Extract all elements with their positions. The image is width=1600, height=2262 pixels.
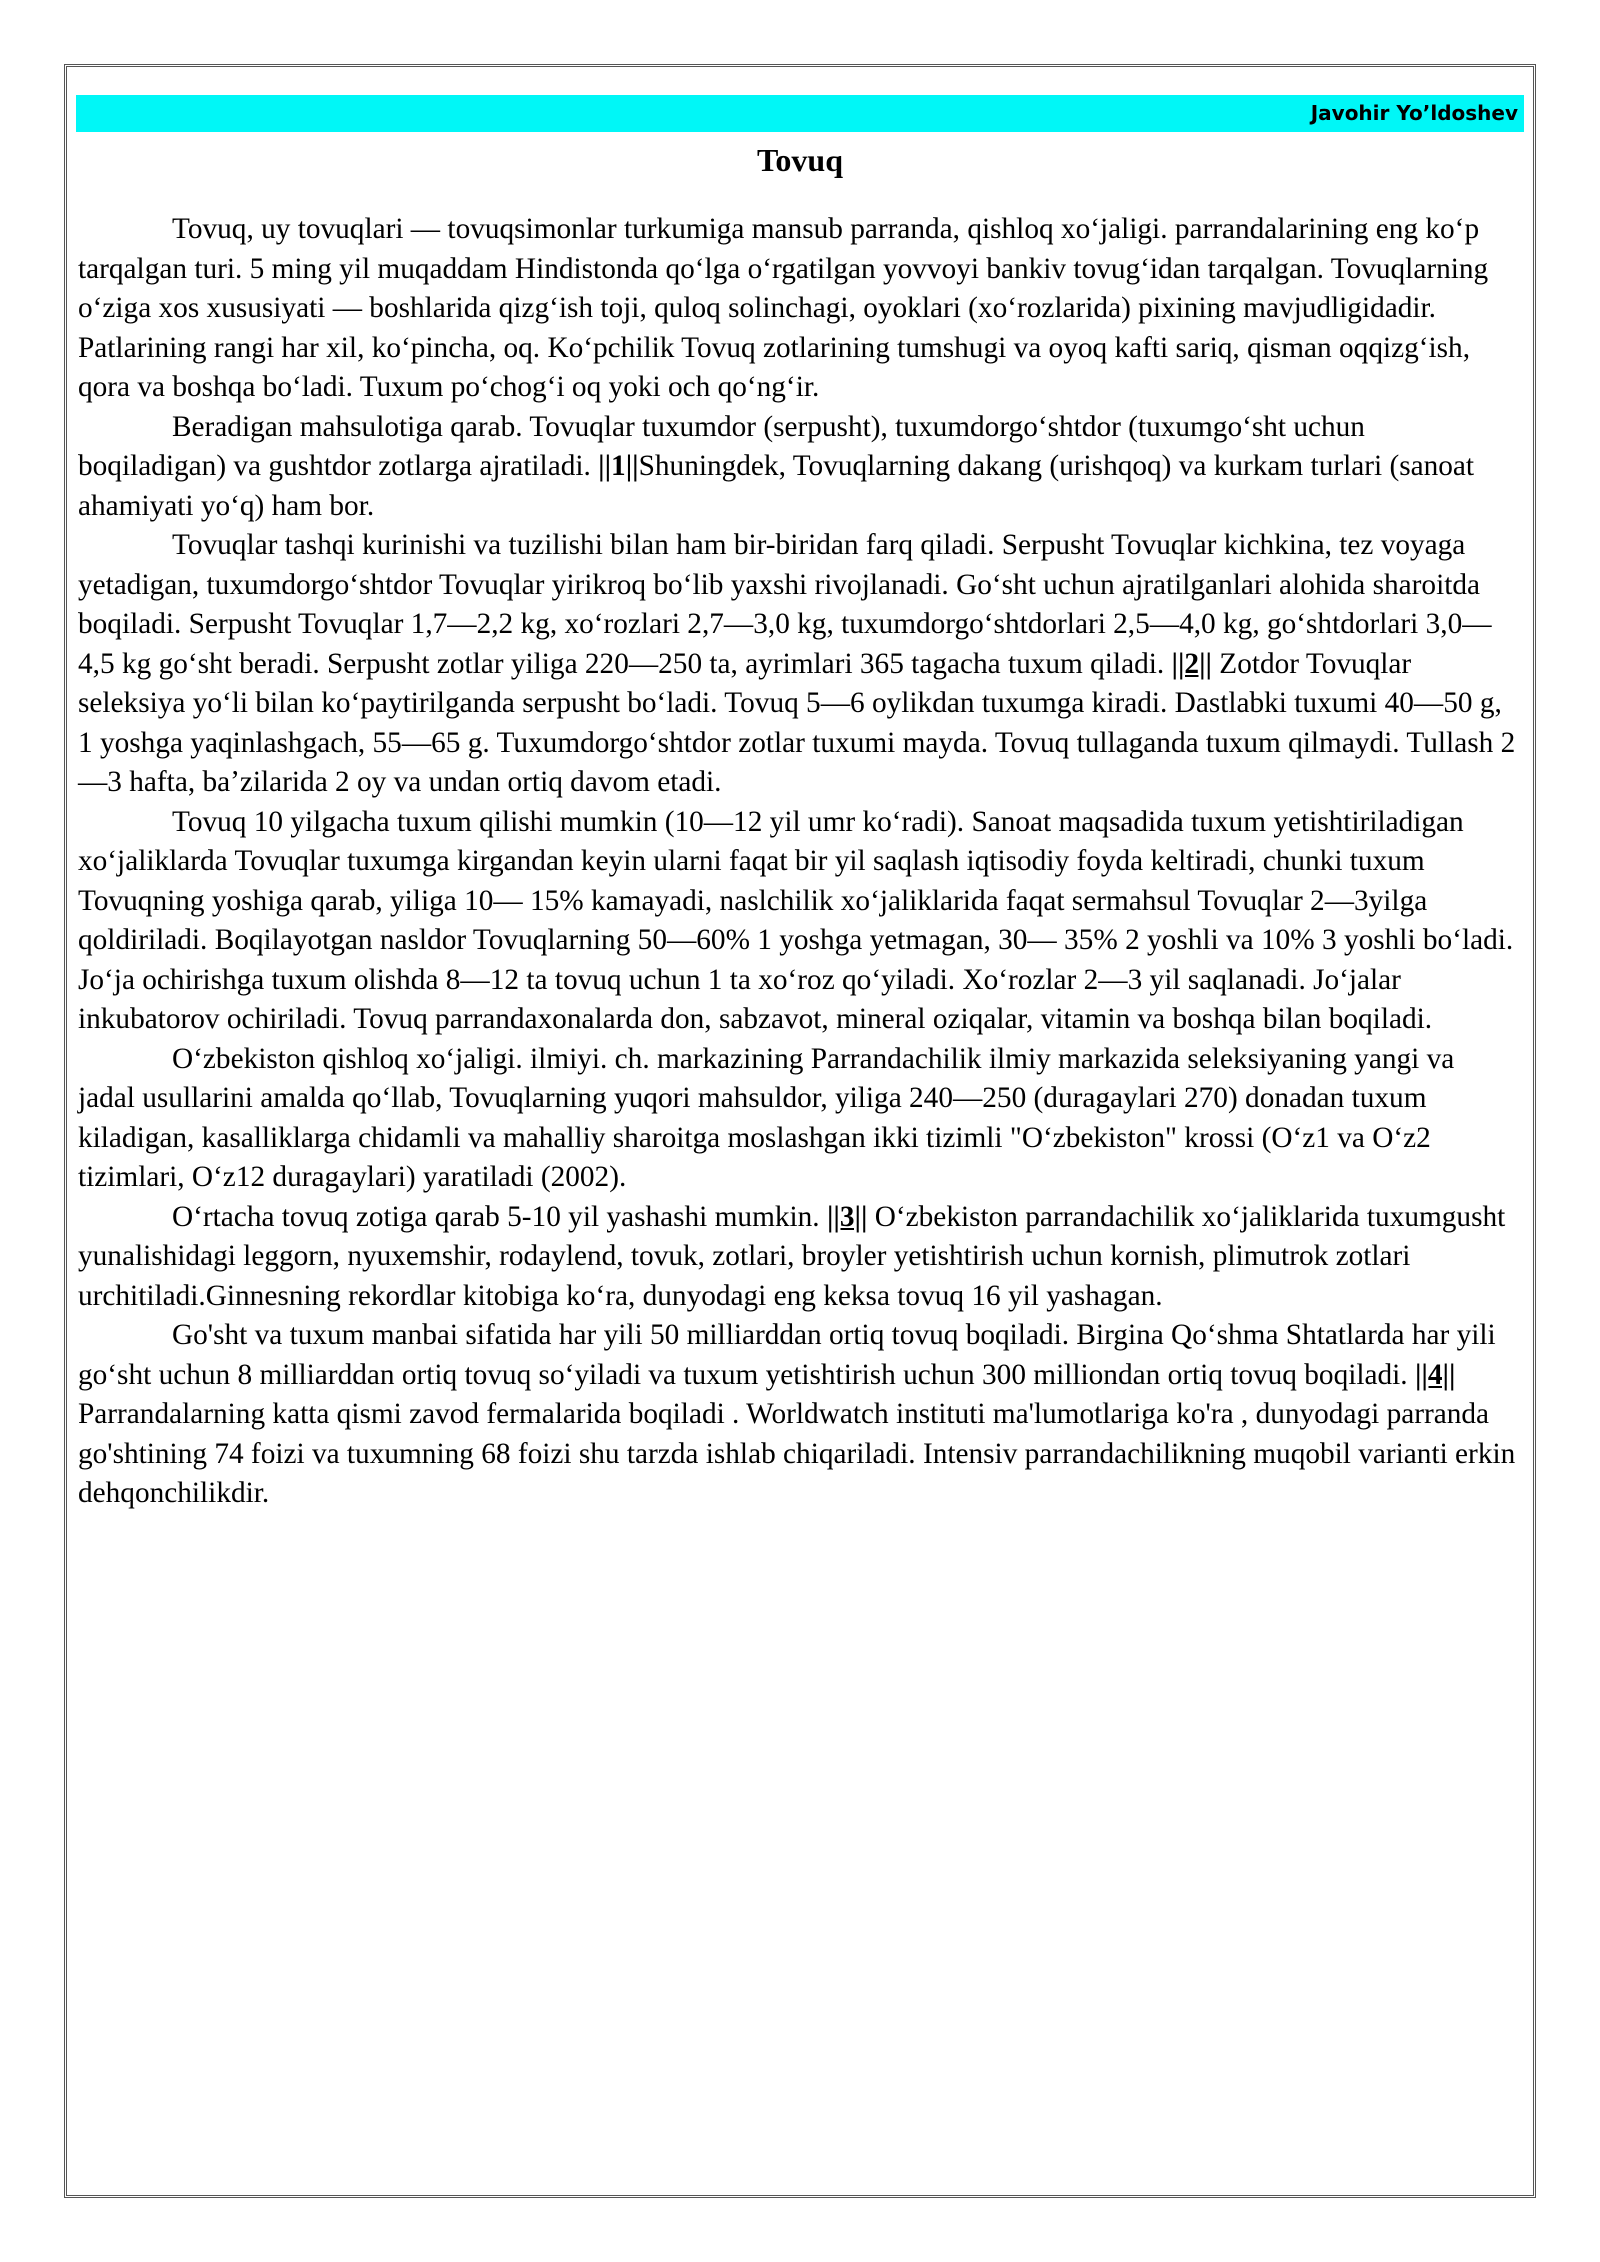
paragraph-text: Beradigan mahsulotiga qarab. Tovuqlar tuxumdor (serpusht), tuxumdorgoʻshtdor (tuxumgoʻsht uchun boqiladigan) va gushtdor zotlarga ajratiladi.: [78, 410, 1365, 482]
paragraph: [78, 408, 1518, 527]
paragraph-text: Oʻrtacha tovuq zotiga qarab 5-10 yil yashashi mumkin.: [172, 1200, 827, 1233]
paragraph-text: Oʻzbekiston qishloq xoʻjaligi. ilmiyi. ch. markazining Parrandachilik ilmiy markazida seleksiyaning yangi va jadal usullarini amalda qoʻllab, Tovuqlarning yuqori mahsuldor, yiliga 240—250 (duragaylari 270) donadan tuxum kiladigan, kasalliklarga chidamli va mahalliy sharoitga moslashgan ikki tizimli "Oʻzbekiston" krossi (Oʻz1 va Oʻz2 tizimlari, Oʻz12 duragaylari) yaratiladi (2002).: [78, 1042, 1455, 1193]
article-body: [78, 210, 1518, 1514]
paragraph: [78, 1316, 1518, 1514]
paragraph-text: Tovuqlar tashqi kurinishi va tuzilishi bilan ham bir-biridan farq qiladi. Serpusht Tovuqlar kichkina, tez voyaga yetadigan, tuxumdorgoʻshtdor Tovuqlar yirikroq boʻlib yaxshi rivojlanadi. Goʻsht uchun ajratilganlari alohida sharoitda boqiladi. Serpusht Tovuqlar 1,7—2,2 kg, xoʻrozlari 2,7—3,0 kg, tuxumdorgoʻshtdorlari 2,5—4,0 kg, goʻshtdorlari 3,0—4,5 kg goʻsht beradi. Serpusht zotlar yiliga 220—250 ta, ayrimlari 365 tagacha tuxum qiladi.: [78, 529, 1492, 680]
author-name: Javohir Yo’ldoshev: [1310, 101, 1518, 125]
paragraph: [78, 210, 1518, 408]
paragraph-text: Tovuq, uy tovuqlari — tovuqsimonlar turkumiga mansub parranda, qishloq xoʻjaligi. parrandalarining eng koʻp tarqalgan turi. 5 ming yil muqaddam Hindistonda qoʻlga oʻrgatilgan yovvoyi bankiv tovugʻidan tarqalgan. Tovuqlarning oʻziga xos xususiyati — boshlarida qizgʻish toji, quloq solinchagi, oyoklari (xoʻrozlarida) pixining mavjudligidadir. Patlarining rangi har xil, koʻpincha, oq. Koʻpchilik Tovuq zotlarining tumshugi va oyoq kafti sariq, qisman oqqizgʻish, qora va boshqa boʻladi. Tuxum poʻchogʻi oq yoki och qoʻngʻir.: [78, 213, 1489, 403]
reference-link[interactable]: ||1||: [598, 450, 639, 482]
reference-link[interactable]: ||3||: [826, 1200, 868, 1233]
reference-link[interactable]: ||2||: [1171, 647, 1212, 680]
reference-link[interactable]: ||4||: [1414, 1358, 1456, 1391]
header-bar: [76, 95, 1524, 132]
paragraph-text: Zotdor Tovuqlar seleksiya yoʻli bilan koʻpaytirilganda serpusht boʻladi. Tovuq 5—6 oylikdan tuxumga kiradi. Dastlabki tuxumi 40—50 g, 1 yoshga yaqinlashgach, 55—65 g. Tuxumdorgoʻshtdor zotlar tuxumi mayda. Tovuq tullaganda tuxum qilmaydi. Tullash 2—3 hafta, baʼzilarida 2 oy va undan ortiq davom etadi.: [78, 647, 1516, 798]
paragraph-text: Tovuq 10 yilgacha tuxum qilishi mumkin (10—12 yil umr koʻradi). Sanoat maqsadida tuxum yetishtiriladigan xoʻjaliklarda Tovuqlar tuxumga kirgandan keyin ularni faqat bir yil saqlash iqtisodiy foyda keltiradi, chunki tuxum Tovuqning yoshiga qarab, yiliga 10— 15% kamayadi, naslchilik xoʻjaliklarida faqat sermahsul Tovuqlar 2—3yilga qoldiriladi. Boqilayotgan nasldor Tovuqlarning 50—60% 1 yoshga yetmagan, 30— 35% 2 yoshli va 10% 3 yoshli boʻladi. Joʻja ochirishga tuxum olishda 8—12 ta tovuq uchun 1 ta xoʻroz qoʻyiladi. Xoʻrozlar 2—3 yil saqlanadi. Joʻjalar inkubatorov ochiriladi. Tovuq parrandaxonalarda don, sabzavot, mineral oziqalar, vitamin va boshqa bilan boqiladi.: [78, 805, 1514, 1035]
paragraph-text: Shuningdek, Tovuqlarning dakang (urishqoq) va kurkam turlari (sanoat ahamiyati yoʻq) ham bor.: [78, 450, 1475, 522]
paragraph: [78, 526, 1518, 803]
paragraph-text: Parrandalarning katta qismi zavod fermalarida boqiladi . Worldwatch instituti ma'lumotlariga ko'ra , dunyodagi parranda go'shtining 74 foizi va tuxumning 68 foizi shu tarzda ishlab chiqariladi. Intensiv parrandachilikning muqobil varianti erkin dehqonchilikdir.: [78, 1398, 1516, 1509]
paragraph: [78, 803, 1518, 1040]
paragraph-text: Oʻzbekiston parrandachilik xoʻjaliklarida tuxumgusht yunalishidagi leggorn, nyuxemshir, rodaylend, tovuk, zotlari, broyler yetishtirish uchun kornish, plimutrok zotlari urchitiladi.Ginnesning rekordlar kitobiga koʻra, dunyodagi eng keksa tovuq 16 yil yashagan.: [78, 1200, 1506, 1312]
paragraph: [78, 1040, 1518, 1198]
paragraph: [78, 1198, 1518, 1317]
paragraph-text: Go'sht va tuxum manbai sifatida har yili 50 milliarddan ortiq tovuq boqiladi. Birgina Qoʻshma Shtatlarda har yili goʻsht uchun 8 milliarddan ortiq tovuq soʻyiladi va tuxum yetishtirish uchun 300 milliondan ortiq tovuq boqiladi.: [78, 1319, 1496, 1391]
page-title: Tovuq: [757, 142, 843, 178]
